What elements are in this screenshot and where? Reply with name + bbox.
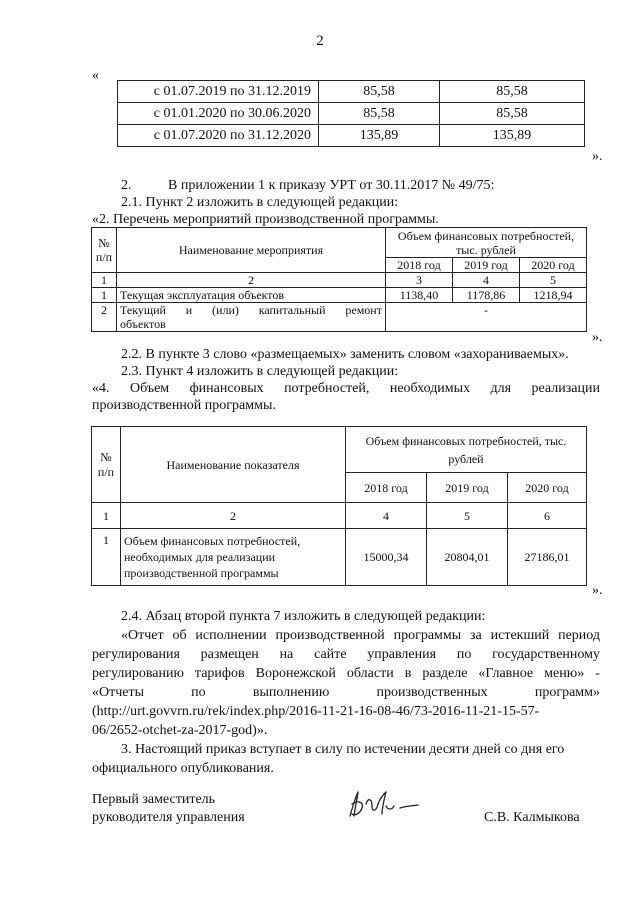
word: в bbox=[404, 666, 412, 681]
closing-quote: ». bbox=[592, 583, 603, 598]
word: размещен bbox=[200, 647, 259, 662]
word: программ» bbox=[534, 685, 600, 700]
word: тарифов bbox=[194, 666, 245, 681]
word: государственному bbox=[492, 647, 600, 662]
header-cell: Наименование мероприятия bbox=[117, 228, 386, 273]
signatory-title: Первый заместитель bbox=[92, 792, 216, 807]
header-cell: Объем финансовых потребностей, тыс. рублей bbox=[386, 228, 587, 258]
url-line: (http://urt.govvrn.ru/rek/index.php/2016-11-21-16-08-46/73-2016-11-21-15-57- bbox=[92, 704, 540, 719]
table-cell: с 01.07.2019 по 31.12.2019 bbox=[118, 81, 319, 103]
table-cell: 2 bbox=[92, 303, 117, 332]
word: об bbox=[172, 628, 187, 643]
word: исполнении bbox=[195, 628, 267, 643]
table-cell: Объем финансовых потребностей, необходимых для реализации производственной программы bbox=[121, 529, 346, 586]
table-cell: 5 bbox=[520, 273, 587, 288]
word: для bbox=[490, 381, 512, 396]
table-cell: 85,58 bbox=[319, 103, 440, 125]
word: капитальный bbox=[258, 303, 326, 317]
word: «Отчет bbox=[121, 628, 164, 643]
handwritten-signature-icon bbox=[342, 786, 422, 826]
table-cell: 6 bbox=[508, 503, 587, 529]
table-row bbox=[118, 125, 585, 147]
justified-line bbox=[92, 646, 600, 663]
header-cell: 2018 год bbox=[386, 258, 453, 273]
item-number: 2. bbox=[121, 178, 132, 193]
table-row bbox=[92, 288, 587, 303]
table-cell: Текущая эксплуатация объектов bbox=[117, 288, 386, 303]
word: области bbox=[346, 666, 394, 681]
justified-line bbox=[121, 627, 600, 644]
table-cell: 2 bbox=[117, 273, 386, 288]
signatory-name: С.В. Калмыкова bbox=[484, 810, 580, 825]
header-cell: 2020 год bbox=[508, 473, 587, 503]
word: управления bbox=[367, 647, 437, 662]
justified-line bbox=[92, 665, 600, 682]
paragraph: 2.1. Пункт 2 изложить в следующей редакции: bbox=[121, 195, 399, 210]
table-cell: 4 bbox=[346, 503, 427, 529]
table-cell: 85,58 bbox=[440, 81, 585, 103]
table-cell: 1138,40 bbox=[386, 288, 453, 303]
closing-quote: ». bbox=[592, 149, 603, 164]
table-cell: 27186,01 bbox=[508, 529, 587, 586]
paragraph: 3. Настоящий приказ вступает в силу по истечении десяти дней со дня его bbox=[121, 742, 565, 757]
word: (или) bbox=[212, 303, 239, 317]
header-cell: Объем финансовых потребностей, тыс. рублей bbox=[346, 427, 587, 473]
header-cell: Наименование показателя bbox=[121, 427, 346, 503]
word: меню» bbox=[544, 666, 585, 681]
table-cell: с 01.07.2020 по 31.12.2020 bbox=[118, 125, 319, 147]
table-cell: 5 bbox=[427, 503, 508, 529]
paragraph: «2. Перечень мероприятий производственной программы. bbox=[92, 212, 439, 227]
open-quote: « bbox=[92, 68, 99, 83]
table-row bbox=[92, 529, 587, 586]
page-number: 2 bbox=[316, 33, 324, 49]
word: и bbox=[185, 303, 193, 317]
url-line: 06/2652-otchet-za-2017-god)». bbox=[92, 723, 268, 738]
table-cell: - bbox=[386, 303, 587, 332]
table-cell: 4 bbox=[453, 273, 520, 288]
word: производственной bbox=[275, 628, 385, 643]
signatory-title: руководителя управления bbox=[92, 810, 245, 825]
word: «Отчеты bbox=[92, 685, 145, 700]
word: регулированию bbox=[92, 666, 184, 681]
tariff-period-table bbox=[117, 80, 585, 147]
word: Текущий bbox=[120, 303, 166, 317]
justified-line bbox=[92, 380, 600, 397]
table-cell: 1 bbox=[92, 273, 117, 288]
table-row bbox=[92, 503, 587, 529]
header-cell: 2020 год bbox=[520, 258, 587, 273]
word: на bbox=[279, 647, 294, 662]
table-row bbox=[92, 273, 587, 288]
table-cell: 15000,34 bbox=[346, 529, 427, 586]
header-cell: № п/п bbox=[92, 427, 121, 503]
word: «Главное bbox=[478, 666, 534, 681]
word: потребностей, bbox=[284, 381, 370, 396]
table-cell: 2 bbox=[121, 503, 346, 529]
table-cell: 85,58 bbox=[440, 103, 585, 125]
word: реализации bbox=[531, 381, 600, 396]
table-cell: 3 bbox=[386, 273, 453, 288]
word: по bbox=[191, 685, 206, 700]
word: необходимых bbox=[389, 381, 471, 396]
header-cell: 2019 год bbox=[453, 258, 520, 273]
word: программы bbox=[393, 628, 462, 643]
table-cell: 1 bbox=[92, 288, 117, 303]
table-cell: 1 bbox=[92, 503, 121, 529]
table-row bbox=[118, 103, 585, 125]
table-header-row bbox=[92, 228, 587, 258]
table-cell: 1178,86 bbox=[453, 288, 520, 303]
measure-name-line: объектов bbox=[120, 317, 166, 331]
table-cell bbox=[117, 303, 386, 332]
word: разделе bbox=[422, 666, 468, 681]
paragraph: 2.4. Абзац второй пункта 7 изложить в следующей редакции: bbox=[121, 609, 486, 624]
table-cell: 85,58 bbox=[319, 81, 440, 103]
closing-quote: ». bbox=[592, 330, 603, 345]
header-cell: 2018 год bbox=[346, 473, 427, 503]
table-cell: 1218,94 bbox=[520, 288, 587, 303]
table-cell: с 01.01.2020 по 30.06.2020 bbox=[118, 103, 319, 125]
table-cell: 20804,01 bbox=[427, 529, 508, 586]
paragraph: 2.2. В пункте 3 слово «размещаемых» заменить словом «захораниваемых». bbox=[121, 347, 569, 362]
header-cell: 2019 год bbox=[427, 473, 508, 503]
header-cell: № п/п bbox=[92, 228, 117, 273]
word: «4. bbox=[92, 381, 110, 396]
word: финансовых bbox=[189, 381, 264, 396]
word: выполнению bbox=[252, 685, 330, 700]
word: период bbox=[558, 628, 600, 643]
word: по bbox=[456, 647, 472, 662]
word: - bbox=[595, 666, 600, 681]
paragraph: производственной программы. bbox=[92, 398, 276, 413]
word: истекший bbox=[490, 628, 550, 643]
word: за bbox=[470, 628, 482, 643]
paragraph: В приложении 1 к приказу УРТ от 30.11.2017 № 49/75: bbox=[168, 178, 495, 193]
table-cell: 135,89 bbox=[440, 125, 585, 147]
measures-table bbox=[91, 227, 587, 332]
table-cell: 1 bbox=[92, 529, 121, 586]
paragraph: официального опубликования. bbox=[92, 761, 274, 776]
financial-needs-table bbox=[91, 426, 587, 586]
word: сайте bbox=[314, 647, 347, 662]
table-header-row bbox=[92, 427, 587, 473]
word: Воронежской bbox=[255, 666, 336, 681]
measure-name-line bbox=[120, 303, 382, 317]
justified-line bbox=[92, 684, 600, 701]
word: производственных bbox=[376, 685, 488, 700]
table-row bbox=[92, 303, 587, 332]
word: ремонт bbox=[345, 303, 382, 317]
table-row bbox=[118, 81, 585, 103]
word: регулирования bbox=[92, 647, 180, 662]
paragraph: 2.3. Пункт 4 изложить в следующей редакции: bbox=[121, 364, 399, 379]
table-cell: 135,89 bbox=[319, 125, 440, 147]
word: Объем bbox=[129, 381, 170, 396]
